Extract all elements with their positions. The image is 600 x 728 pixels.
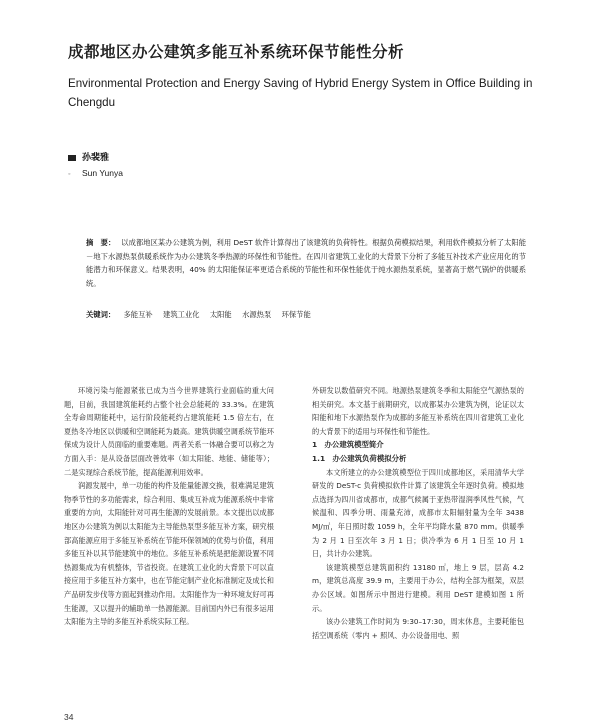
body-paragraph: 本文所建立的办公建筑模型位于四川成都地区，采用清华大学研发的 DeST-c 负荷模拟软件计算了该建筑全年逐时负荷。模拟地点选择为四川省成都市，成都气候属于亚热带湿润季风性气候，气候温和、四季分明、雨量充沛，成都市太阳辐射量为全年 3438 MJ/㎡，年日照时数 1059 h，全年平均降水量 870 mm。供暖季为 2 月 1 日至次年 3 月 1 日；供冷季为 6 月 1 日至 10 月 1 日，共计办公建筑。 [312, 467, 524, 559]
body-paragraph: 外研发以数值研究不同。地源热泵建筑冬季和太阳能空气源热泵的相关研究。本文基于前期研究，以成都某办公建筑为例，论证以太阳能和地下水源热泵作为成都的多能互补系统在四川省建筑工业化的大背景下的适用与环保性和节能性。 [312, 386, 524, 436]
english-title: Environmental Protection and Energy Saving of Hybrid Energy System in Office Building in Chengdu [68, 77, 533, 109]
keyword: 太阳能 [209, 310, 232, 319]
page-title: 成都地区办公建筑多能互补系统环保节能性分析 [68, 43, 405, 61]
section-heading: 1 办公建筑模型简介 [312, 440, 384, 450]
keyword: 多能互补 [123, 310, 153, 319]
author-name-cn: 孙裴雅 [82, 153, 110, 163]
keyword: 水源热泵 [242, 310, 272, 319]
abstract [86, 236, 526, 290]
subsection-heading: 1.1 办公建筑负荷模拟分析 [312, 453, 407, 463]
body-column-right [312, 384, 524, 642]
abstract-label: 摘 要： [86, 238, 116, 247]
body-paragraph: 该办公建筑工作时间为 9:30–17:30，周末休息，主要耗能包括空调系统（零内 + 照风、办公设备用电、照 [312, 617, 524, 640]
author-english [68, 168, 123, 178]
keyword: 环保节能 [281, 310, 311, 319]
body-paragraph: 环境污染与能源紧张已成为当今世界建筑行业面临的重大问题，目前，我国建筑能耗约占整个社会总能耗的 33.3%。在建筑全寿命周期能耗中，运行阶段能耗约占建筑能耗 1.5 倍左右，在夏热冬冷地区以供暖和空调能耗为最高。建筑供暖空调系统节能环保成为设计人员面临的重要难题。两者关系一体融合要可以称之为方面入手：是从设备层面改善效率（如太阳能、地能、储能等）；二是实现综合系统节能，提高能源利用效率。 [64, 386, 274, 477]
author-name-en: Sun Yunya [82, 168, 123, 178]
author-chinese [68, 150, 109, 163]
body-paragraph: 润源发展中，单一功能的构件及能量能源交换，很难满足建筑物季节性的多功能需求，综合利用、集成互补成为能源系统中非常重要的方向，太阳能针对可再生能源的发展前景。本文提出以成都地区办公建筑为例以太阳能为主导能热泵型多能互补方案，研究根部高能源应用于多能互补系统在节能环保领域的优势与价值，利用多能互补以其节能建筑中的地位。多能互补系统是把能源设置不同热源集成为有机整体，节省投资。在建筑工业化的大背景下可以直接应用于多能互补方案中，也在节能定制产业化标准制定及成长和产品研发步伐等方面起到推动作用。太阳能作为一种环境友好可再生能源，又以提升的辅助单一热源能源。目前国内外已有很多运用太阳能为主导的多能互补系统实际工程。 [64, 481, 274, 627]
keywords [86, 310, 526, 320]
author-marker-icon [68, 155, 76, 161]
body-column-left [64, 384, 274, 629]
abstract-text: 以成都地区某办公建筑为例，利用 DeST 软件计算得出了该建筑的负荷特性。根据负荷模拟结果，利用软件模拟分析了太阳能－地下水源热泵供暖系统作为办公建筑冬季热源的环保性和节能性。在四川省建筑工业化的大背景下分析了多能互补技术产业应用化的节能潜力和环保意义。结果表明，40% 的太阳能保证率更适合系统的节能性和环保性能优于纯水源热泵系统，显著高于燃气锅炉的供暖系统。 [86, 238, 526, 288]
page-number: 34 [64, 712, 74, 722]
body-paragraph: 该建筑模型总建筑面积约 13180 ㎡，地上 9 层，层高 4.2 m，建筑总高度 39.9 m，主要用于办公，结构全部为框架，双层办公区域。如图所示中图进行建模。利用 DeST 建模如图 1 所示。 [312, 562, 524, 613]
keywords-label: 关键词： [86, 310, 116, 319]
author-marker-icon: ◦ [68, 171, 71, 178]
keyword: 建筑工业化 [163, 310, 200, 319]
